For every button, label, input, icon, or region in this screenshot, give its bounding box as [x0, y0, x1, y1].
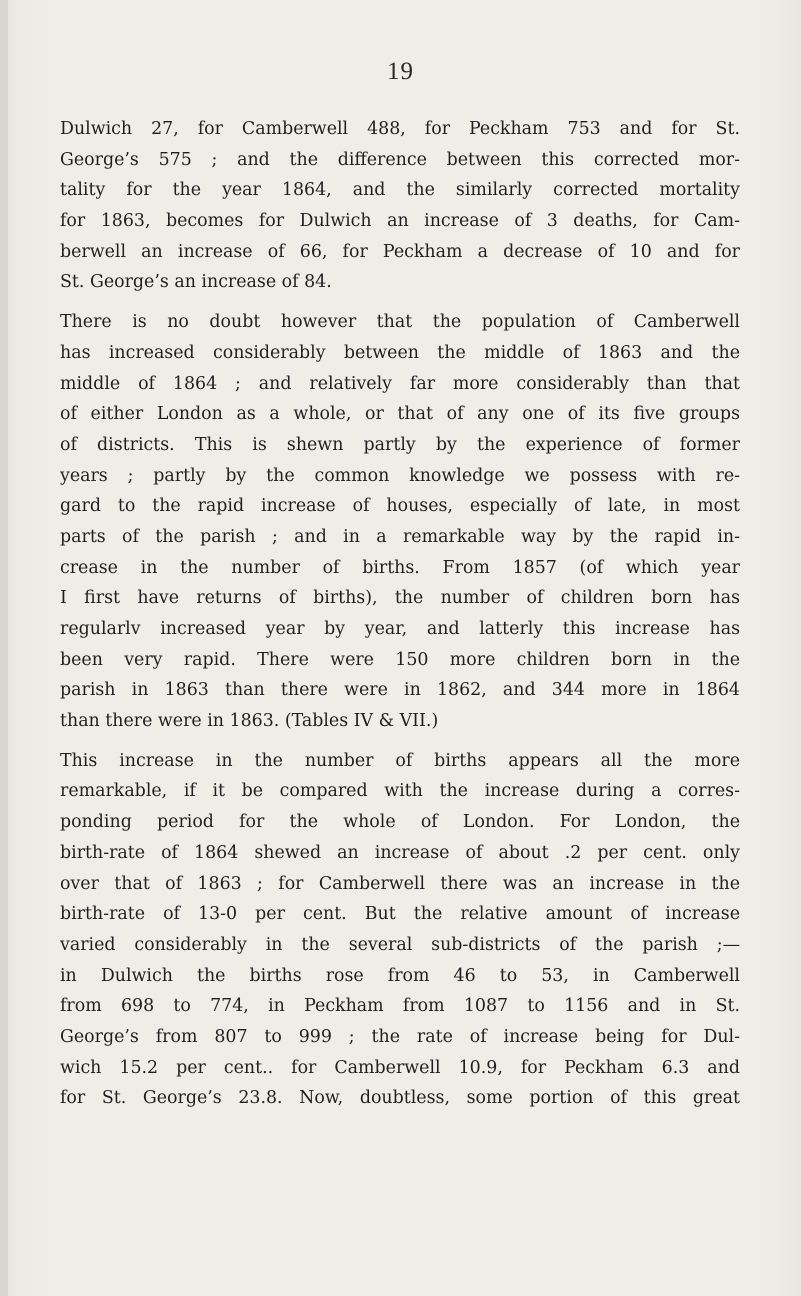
text-line: parts of the parish ; and in a remarkable way by the rapid in- [60, 526, 740, 547]
text-line: regularlv increased year by year, and latterly this increase has [60, 619, 740, 639]
text-line: varied considerably in the several sub-districts of the parish ;— [60, 934, 740, 955]
text-line: parish in 1863 than there were in 1862, and 344 more in 1864 [60, 680, 740, 701]
text-line: gard to the rapid increase of houses, especially of late, in most [60, 496, 740, 517]
text-line: There is no doubt however that the population of Camberwell [60, 312, 740, 333]
text-line: for St. George’s 23.8. Now, doubtless, some portion of this great [60, 1088, 740, 1109]
text-line: than there were in 1863. (Tables IV & VII.) [60, 711, 439, 732]
text-line: ponding period for the whole of London. For London, the [60, 812, 740, 833]
text-line: George’s from 807 to 999 ; the rate of increase being for Dul- [60, 1026, 740, 1047]
text-line: St. George’s an increase of 84. [60, 272, 332, 293]
binding-gutter [0, 0, 8, 1296]
paragraph-2 [60, 307, 740, 737]
body-text [60, 114, 740, 1123]
text-line: Dulwich 27, for Camberwell 488, for Peckham 753 and for St. [60, 119, 740, 139]
text-line: of either London as a whole, or that of any one of its five groups [60, 404, 740, 425]
text-line: tality for the year 1864, and the similarly corrected mortality [60, 180, 740, 201]
text-line: wich 15.2 per cent.. for Camberwell 10.9, for Peckham 6.3 and [60, 1057, 740, 1078]
text-line: over that of 1863 ; for Camberwell there was an increase in the [60, 873, 740, 894]
text-line: from 698 to 774, in Peckham from 1087 to 1156 and in St. [60, 996, 740, 1017]
text-line: in Dulwich the births rose from 46 to 53, in Camberwell [60, 965, 740, 986]
text-line: berwell an increase of 66, for Peckham a decrease of 10 and for [60, 241, 740, 262]
text-line: birth-rate of 1864 shewed an increase of about .2 per cent. only [60, 842, 740, 863]
text-line: crease in the number of births. From 1857 (of which year [60, 557, 740, 578]
page-number: 19 [387, 58, 414, 85]
text-line: remarkable, if it be compared with the increase during a corres- [60, 781, 740, 802]
text-line: birth-rate of 13-0 per cent. But the relative amount of increase [60, 904, 740, 925]
text-line: for 1863, becomes for Dulwich an increase of 3 deaths, for Cam- [60, 211, 740, 232]
text-line: I first have returns of births), the number of children born has [60, 588, 740, 609]
text-line: This increase in the number of births appears all the more [60, 750, 740, 771]
text-line: years ; partly by the common knowledge we possess with re- [60, 465, 740, 486]
text-line: middle of 1864 ; and relatively far more considerably than that [60, 373, 740, 394]
text-line: of districts. This is shewn partly by the experience of former [60, 434, 740, 455]
text-line: been very rapid. There were 150 more children born in the [60, 649, 740, 670]
paragraph-3 [60, 746, 740, 1114]
text-line: has increased considerably between the middle of 1863 and the [60, 342, 740, 363]
text-line: George’s 575 ; and the difference between this corrected mor- [60, 149, 740, 170]
paragraph-1 [60, 114, 740, 298]
